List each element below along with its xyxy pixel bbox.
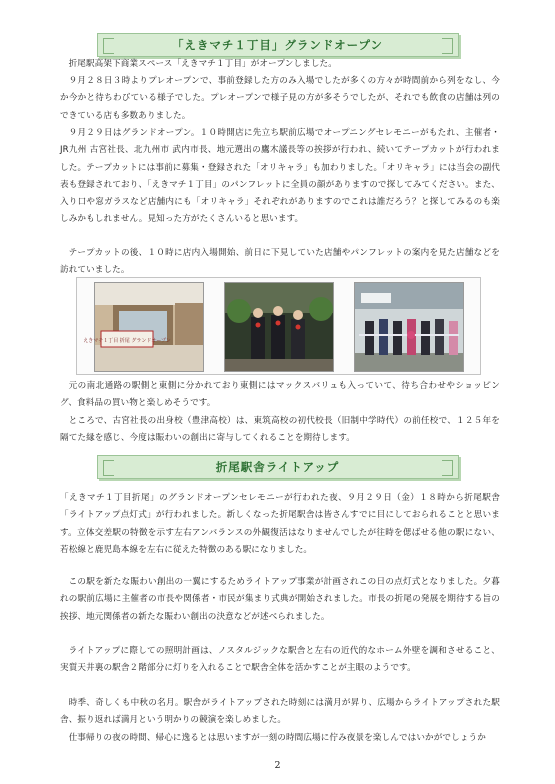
photo-strip bbox=[76, 277, 481, 375]
s2-para-3: ライトアップに際しての照明計画は、ノスタルジックな駅舎と左右の近代的なホーム外壁を調和させること、実質天井裏の駅舎２階部分に灯りを入れることで駅舎全体を活かすことが主眼のようです。 bbox=[60, 646, 500, 674]
section2-heading bbox=[0, 455, 555, 479]
s1-para-1: 折尾駅高架下商業スペース「えきマチ１丁目」がオープンしました。 bbox=[68, 59, 337, 69]
photo-ceremony-speech bbox=[224, 282, 334, 372]
s2-para-2: この駅を新たな賑わい創出の一翼にするためライトアップ事業が計画されこの日の点灯式となりました。夕暮れの駅前広場に主催者の市長や関係者・市民が集まり式典が開始されました。市長の折尾の発展を期待する旨の挨拶、地元関係者の新たな賑わい創出の決意などが述べられました。 bbox=[60, 577, 500, 622]
s1-para-2: ９月２８日３時よりプレオープンで、事前登録した方のみ入場でしたが多くの方々が時間前から列をなし、今か今かと待ちわびている様子でした。プレオープンで様子見の方が多そうでしたが、それでも飲食の店舗は列のできている店も多数ありました。 bbox=[60, 76, 500, 121]
photo-caption: えきマチ１丁目 折尾 グランドオープン bbox=[82, 338, 171, 344]
photo-store-entrance bbox=[82, 282, 204, 372]
s2-para-5: 仕事帰りの夜の時間、帰心に逸るとは思いますが一刻の時間広場に佇み夜景を楽しんではいかがでしょうか bbox=[68, 733, 486, 743]
section1-heading bbox=[0, 33, 555, 57]
s1-para-5: 元の南北通路の駅側と東側に分かれており東側にはマックスバリュも入っていて、待ち合わせやショッピング、食料品の買い物と楽しめそうです。 bbox=[60, 381, 500, 409]
section1-title: 「えきマチ１丁目」グランドオープン bbox=[171, 38, 384, 52]
s1-para-6: ところで、古宮社長の出身校（豊津高校）は、東筑高校の初代校長（旧制中学時代）の前任校で、１２５年を隔てた縁を感じ、今度は賑わいの創出に寄与してくれることを期待します。 bbox=[60, 416, 500, 444]
s1-para-3: ９月２９日はグランドオープン。１０時開店に先立ち駅前広場でオープニングセレモニーがもたれ、主催者・JR九州 古宮社長、北九州市 武内市長、地元選出の鷹木議長等の挨拶が行われ、続いてテープカットが行われました。テープカットには事前に募集・登録された「オリキャラ」も加わりました。「オリキャラ」には当会の副代表も登録されており、「えきマチ１丁目」のパンフレットに全員の顔がありますので探してみてください。また、入り口や窓ガラスなど店舗内にも「オリキャラ」それぞれがありますのでこれは誰だろう？と探してみるのも楽しみかもしれません。見知った方がたくさんいると思います。 bbox=[60, 128, 500, 225]
page-number: 2 bbox=[274, 760, 281, 771]
section2-heading-box bbox=[97, 455, 459, 479]
s1-para-4: テープカットの後、１０時に店内入場開始、前日に下見していた店舗やパンフレットの案内を見た店舗などを訪れていました。 bbox=[60, 248, 500, 276]
section1-heading-box bbox=[97, 33, 459, 57]
photo-tape-cut bbox=[354, 282, 464, 372]
s2-para-4: 時季、奇しくも中秋の名月。駅舎がライトアップされた時刻には満月が昇り、広場からライトアップされた駅舎、振り返れば満月という明かりの競演を楽しめました。 bbox=[60, 698, 500, 726]
s2-para-1: 「えきマチ１丁目折尾」のグランドオープンセレモニーが行われた夜、９月２９日（金）１８時から折尾駅舎「ライトアップ点灯式」が行われました。新しくなった折尾駅舎は皆さんすでに目にしておられることと思います。立体交差駅の特徴を示す左右アンバランスの外観復活はなりませんでしたが往時を偲ばせる他の駅にない、若松線と鹿児島本線を左右に従えた特徴のある駅になりました。 bbox=[60, 493, 500, 555]
section2-title: 折尾駅舎ライトアップ bbox=[215, 460, 340, 474]
